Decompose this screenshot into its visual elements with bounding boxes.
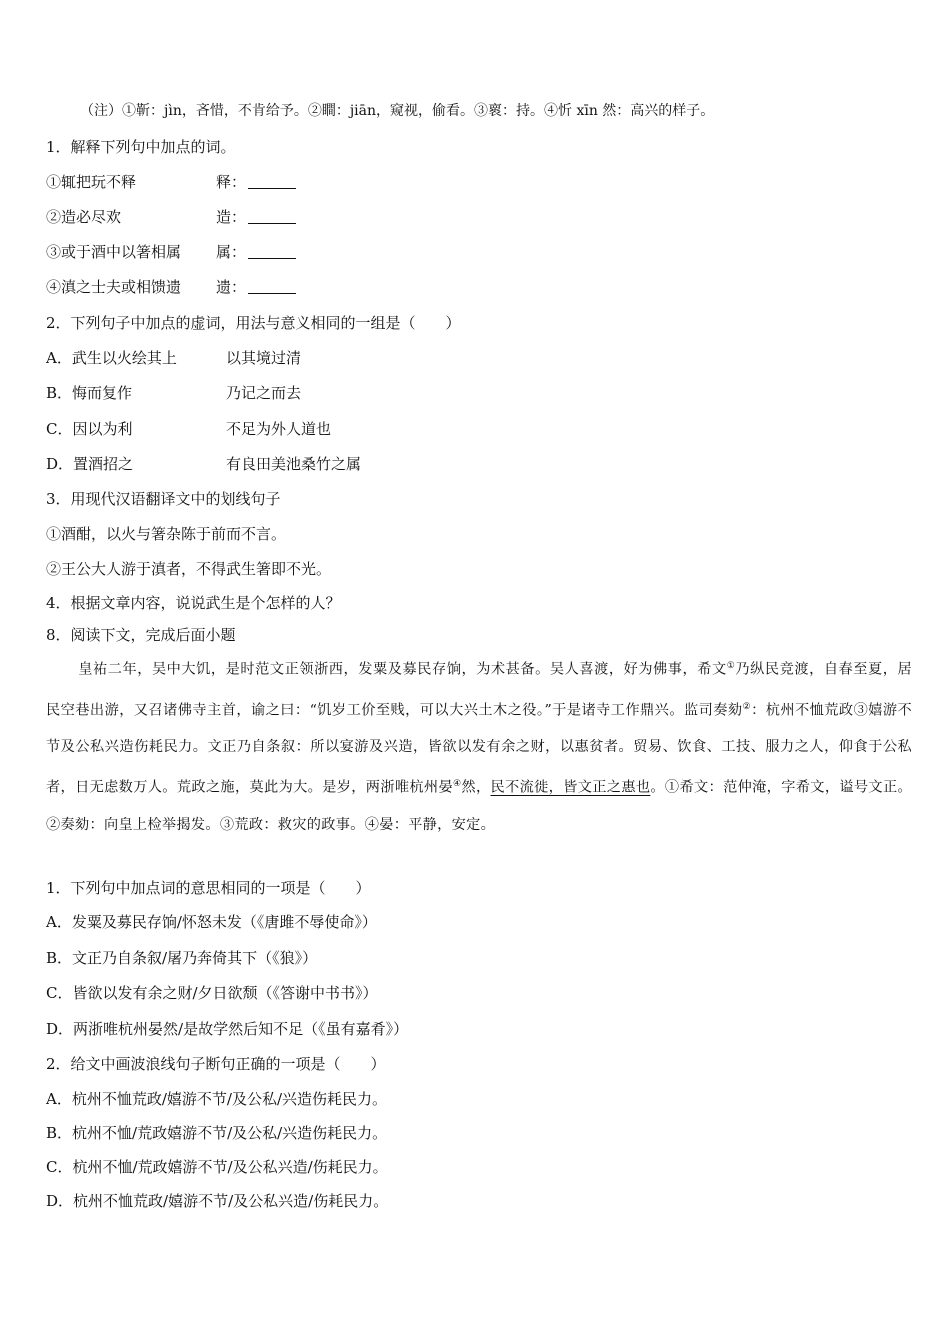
p2-q1-option-c: C．皆欲以发有余之财/夕日欲颓（《答谢中书书》） (46, 984, 378, 1002)
section-8-heading: 8．阅读下文，完成后面小题 (46, 626, 236, 644)
q3-item-1: ①酒酣，以火与箸杂陈于前而不言。 (46, 525, 287, 543)
reading-passage: 皇祐二年，吴中大饥，是时范文正领浙西，发粟及募民存饷，为术甚备。吴人喜渡，好为佛事，希文①乃纵民竞渡，自春至夏，居民空巷出游，又召诸佛寺主首，谕之曰：“饥岁工价至贱，可以大兴土木之役。”于是诸寺工作鼎兴。监司奏劾②：杭州不恤荒政③嬉游不节及公私兴造伤耗民力。文正乃自条叙：所以宴游及兴造，皆欲以发有余之财，以惠贫者。贸易、饮食、工技、服力之人，仰食于公私者，日无虑数万人。荒政之施，莫此为大。是岁，两浙唯杭州晏④然，民不流徙，皆文正之惠也。①希文：范仲淹，字希文，谥号文正。②奏劾：向皇上检举揭发。③荒政：救灾的政事。④晏：平静，安定。 (46, 661, 913, 834)
option-right: 不足为外人道也 (226, 420, 332, 438)
q1-item-sentence: ③或于酒中以箸相属 (46, 243, 182, 261)
q1-item-2 (46, 207, 247, 227)
question-3-title: 3．用现代汉语翻译文中的划线句子 (46, 490, 281, 508)
answer-blank (248, 279, 296, 294)
underlined-sentence: 民不流徙，皆文正之惠也 (490, 780, 651, 797)
q1-item-label: 遗： (216, 278, 247, 296)
q1-item-1 (46, 172, 247, 192)
answer-blank (248, 209, 296, 224)
p2-q1-option-a: A．发粟及募民存饷/怀怒未发（《唐雎不辱使命》） (46, 913, 377, 931)
p2-q2-option-a: A．杭州不恤荒政/嬉游不节/及公私/兴造伤耗民力。 (46, 1090, 387, 1108)
annotation-note: （注）①靳：jìn，吝惜，不肯给予。②瞷：jiān，窥视，偷看。③褱：持。④忻 xīn 然：高兴的样子。 (80, 103, 715, 119)
option-right: 乃记之而去 (226, 384, 302, 402)
question-4-title: 4．根据文章内容，说说武生是个怎样的人？ (46, 594, 341, 612)
answer-blank (248, 174, 296, 189)
question-2-title: 2．下列句子中加点的虚词，用法与意义相同的一组是（ ） (46, 314, 461, 332)
q1-item-label: 释： (216, 173, 247, 191)
q1-item-sentence: ④滇之士夫或相馈遗 (46, 278, 182, 296)
q1-item-label: 造： (216, 208, 247, 226)
q2-option-d (46, 454, 362, 474)
q2-option-a (46, 348, 302, 368)
q1-item-label: 属： (216, 243, 247, 261)
p2-q2-option-d: D．杭州不恤荒政/嬉游不节/及公私兴造/伤耗民力。 (46, 1192, 389, 1210)
q3-item-2: ②王公大人游于滇者，不得武生箸即不光。 (46, 560, 332, 578)
q2-option-c (46, 419, 332, 439)
p2-q2-option-c: C．杭州不恤/荒政嬉游不节/及公私兴造/伤耗民力。 (46, 1158, 388, 1176)
option-left: A．武生以火绘其上 (46, 349, 177, 367)
option-right: 以其境过清 (226, 349, 302, 367)
answer-blank (248, 244, 296, 259)
p2-q1-option-b: B．文正乃自条叙/屠乃奔倚其下（《狼》） (46, 949, 318, 967)
q1-item-sentence: ①辄把玩不释 (46, 173, 137, 191)
p2-question-2-title: 2．给文中画波浪线句子断句正确的一项是（ ） (46, 1055, 386, 1073)
p2-q1-option-d: D．两浙唯杭州晏然/是故学然后知不足（《虽有嘉肴》） (46, 1020, 409, 1038)
q1-item-sentence: ②造必尽欢 (46, 208, 122, 226)
q1-item-4 (46, 277, 247, 297)
p2-question-1-title: 1．下列句中加点词的意思相同的一项是（ ） (46, 879, 371, 897)
p2-q2-option-b: B．杭州不恤/荒政嬉游不节/及公私/兴造伤耗民力。 (46, 1124, 388, 1142)
option-left: B．悔而复作 (46, 384, 133, 402)
question-1-title: 1．解释下列句中加点的词。 (46, 138, 236, 156)
option-left: C．因以为利 (46, 420, 133, 438)
q2-option-b (46, 383, 302, 403)
q1-item-3 (46, 242, 247, 262)
option-right: 有良田美池桑竹之属 (226, 455, 362, 473)
option-left: D．置酒招之 (46, 455, 134, 473)
